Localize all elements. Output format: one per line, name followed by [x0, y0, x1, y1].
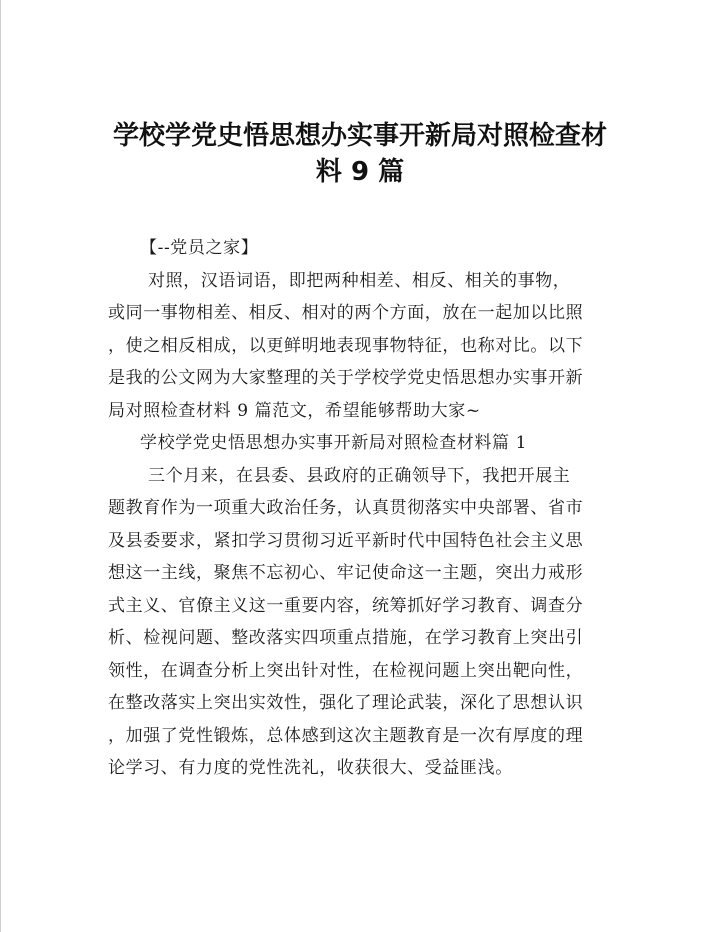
intro-paragraph-line: ，使之相反相成，以更鲜明地表现事物特征，也称对比。以下 [108, 335, 584, 356]
section-paragraph-line: 在整改落实上突出实效性，强化了理论武装，深化了思想认识 [108, 693, 584, 713]
section-paragraph-line: 式主义、官僚主义这一重要内容，统筹抓好学习教育、调查分 [108, 595, 584, 616]
section-paragraph-line: 论学习、有力度的党性洗礼，收获很大、受益匪浅。 [108, 758, 513, 778]
section-heading: 学校学党史悟思想办实事开新局对照检查材料篇 1 [140, 433, 528, 453]
title-line-1: 学校学党史悟思想办实事开新局对照检查材 [112, 121, 607, 151]
section-paragraph-line: ，加强了党性锻炼，总体感到这次主题教育是一次有厚度的理 [108, 725, 584, 746]
intro-paragraph-line: 对照，汉语词语，即把两种相差、相反、相关的事物， [148, 270, 571, 291]
intro-paragraph-line: 或同一事物相差、相反、相对的两个方面，放在一起加以比照 [108, 303, 584, 323]
section-paragraph-line: 想这一主线，聚焦不忘初心、牢记使命这一主题，突出力戒形 [108, 563, 584, 583]
title-line-2: 料 9 篇 [315, 157, 405, 187]
intro-paragraph-line: 是我的公文网为大家整理的关于学校学党史悟思想办实事开新 [108, 368, 584, 388]
document-title [100, 118, 620, 190]
section-paragraph-line: 领性，在调查分析上突出针对性，在检视问题上突出靶向性， [108, 660, 584, 681]
source-tag: 【--党员之家】 [140, 238, 259, 258]
intro-paragraph-line: 局对照检查材料 9 篇范文，希望能够帮助大家~ [108, 400, 481, 421]
document-body [108, 232, 616, 785]
section-paragraph-line: 及县委要求，紧扣学习贯彻习近平新时代中国特色社会主义思 [108, 530, 584, 551]
section-paragraph-line: 析、检视问题、整改落实四项重点措施，在学习教育上突出引 [108, 628, 584, 648]
section-paragraph-line: 题教育作为一项重大政治任务，认真贯彻落实中央部署、省市 [108, 498, 584, 518]
section-paragraph-line: 三个月来，在县委、县政府的正确领导下，我把开展主 [148, 465, 571, 486]
page-edge-divider [0, 0, 1, 932]
